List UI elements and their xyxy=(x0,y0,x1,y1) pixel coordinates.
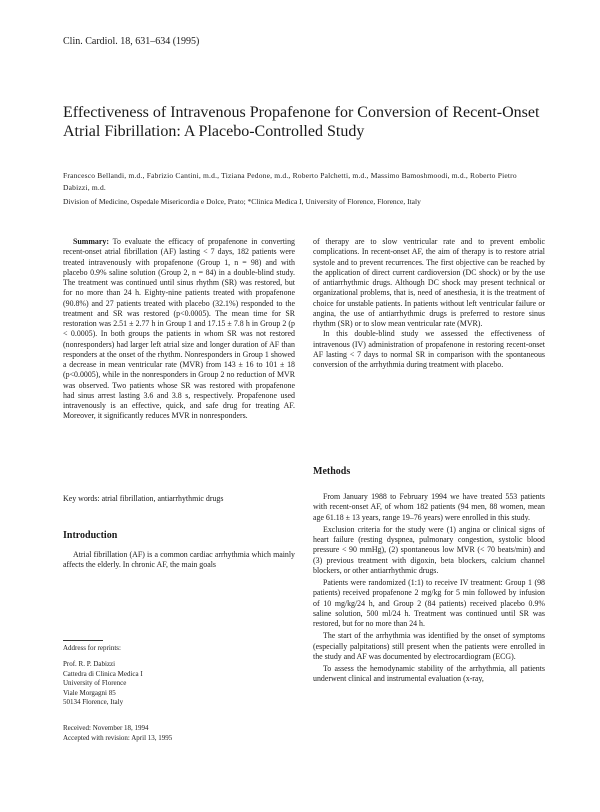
address-line: 50134 Florence, Italy xyxy=(63,698,124,707)
address-line: Cattedra di Clinica Medica I xyxy=(63,669,143,678)
address-line: Prof. R. P. Dabizzi xyxy=(63,660,116,669)
author-list: Francesco Bellandi, m.d., Fabrizio Cantini, m.d., Tiziana Pedone, m.d., Roberto Palchetti, m.d., Massimo Bamoshmoodi, m.d., Roberto Pietro Dabizzi, m.d. xyxy=(63,171,517,192)
accepted-date: Accepted with revision: April 13, 1995 xyxy=(63,733,173,742)
introduction-text: Atrial fibrillation (AF) is a common cardiac arrhythmia which mainly affects the elderly. In chronic AF, the main goals xyxy=(63,550,295,570)
methods-paragraph: The start of the arrhythmia was identified by the onset of symptoms (especially palpitations) still present when the patients were enrolled in the study and AF was documented by electrocardiogram (ECG). xyxy=(313,631,545,661)
methods-paragraph: Patients were randomized (1:1) to receive IV treatment: Group 1 (98 patients) received propafenone 2 mg/kg for 5 min followed by infusion of 10 mg/kg/24 h, and Group 2 (84 patients) received placebo 0.9% saline solution, 500 ml/24 h. Treatment was continued until SR was restored, but for no more than 24 h. xyxy=(313,578,545,628)
abstract-paragraph xyxy=(63,237,295,422)
article-title: Effectiveness of Intravenous Propafenone for Conversion of Recent-Onset Atrial Fibrillation: A Placebo-Controlled Study xyxy=(63,104,540,140)
abstract-label: Summary: xyxy=(73,237,109,246)
methods-paragraph: Exclusion criteria for the study were (1) angina or clinical signs of heart failure (resting dyspnea, pulmonary congestion, systolic blood pressure < 90 mmHg), (2) spontaneous low MVR (< 70 beats/min) and (3) previous treatment with digoxin, beta blockers, calcium channel blockers, or other antiarrhythmic drugs. xyxy=(313,524,545,575)
abstract xyxy=(63,237,295,422)
reprints-label: Address for reprints: xyxy=(63,644,121,652)
methods-heading: Methods xyxy=(313,466,351,477)
address-line: University of Florence xyxy=(63,679,127,688)
right-column-intro-continued xyxy=(313,237,545,370)
abstract-text: To evaluate the efficacy of propafenone in converting recent-onset atrial fibrillation (AF) lasting < 7 days, 182 patients were treated intravenously with propafenone (Group 1, n = 98) and with placebo 0.9% saline solution (Group 2, n = 84) in a double-blind study. The treatment was continued until sinus rhythm (SR) was restored, but for no more than 24 h. Eighty-nine patients treated with propafenone (90.8%) and 27 patients treated with placebo (32.1%) responded to the treatment and SR was restored (p<0.0005). The mean time for SR restoration was 2.51 ± 2.77 h in Group 1 and 17.15 ± 7.8 h in Group 2 (p < 0.0005). In both groups the patients in whom SR was not restored (nonresponders) had larger left atrial size and longer duration of AF than responders at the onset of the rhythm. Nonresponders in Group 1 showed a decrease in mean ventricular rate (MVR) from 143 ± 16 to 101 ± 18 (p<0.0005), while in the nonresponders in Group 2 no reduction of MVR was observed. Two patients whose SR was restored with propafenone had sinus arrest lasting 3.6 and 3.8 s, respectively. Propafenone used intravenously is an effective, quick, and safe drug for treating AF. Moreover, it significantly reduces MVR in nonresponders. xyxy=(63,237,295,421)
intro-continued-paragraph: In this double-blind study we assessed the effectiveness of intravenous (IV) administration of propafenone in restoring recent-onset AF lasting < 7 days to normal SR in comparison with the spontaneous conversion of the arrhythmia during treatment with placebo. xyxy=(313,329,545,369)
methods-section xyxy=(313,492,545,687)
address-line: Viale Morgagni 85 xyxy=(63,688,116,697)
introduction-heading: Introduction xyxy=(63,530,118,541)
footnote-divider xyxy=(63,640,103,641)
journal-reference: Clin. Cardiol. 18, 631–634 (1995) xyxy=(63,36,200,47)
methods-paragraph: To assess the hemodynamic stability of the arrhythmia, all patients underwent clinical and instrumental evaluation (x-ray, xyxy=(313,664,545,684)
author-affiliation: Division of Medicine, Ospedale Misericordia e Dolce, Prato; *Clinica Medica I, University of Florence, Florence, Italy xyxy=(63,197,421,206)
keywords: Key words: atrial fibrillation, antiarrhythmic drugs xyxy=(63,494,224,503)
methods-paragraph: From January 1988 to February 1994 we have treated 553 patients with recent-onset AF, of whom 182 patients (94 men, 88 women, mean age 61.18 ± 13 years, range 19–76 years) were enrolled in this study. xyxy=(313,492,545,522)
intro-continued-paragraph: of therapy are to slow ventricular rate and to prevent embolic complications. In recent-onset AF, the aim of therapy is to restore atrial systole and to prevent recurrences. The first objective can be reached by the application of direct current cardioversion (DC shock) or by the use of antiarrhythmic drugs. Although DC shock may present technical or organizational problems, that is, need of anesthesia, it is the treatment of choice for unstable patients. In patients without left ventricular failure or angina, the use of antiarrhythmic drugs is preferred to restore sinus rhythm (SR) or to slow mean ventricular rate (MVR). xyxy=(313,237,545,328)
footnote xyxy=(63,640,263,743)
received-date: Received: November 18, 1994 xyxy=(63,724,149,733)
